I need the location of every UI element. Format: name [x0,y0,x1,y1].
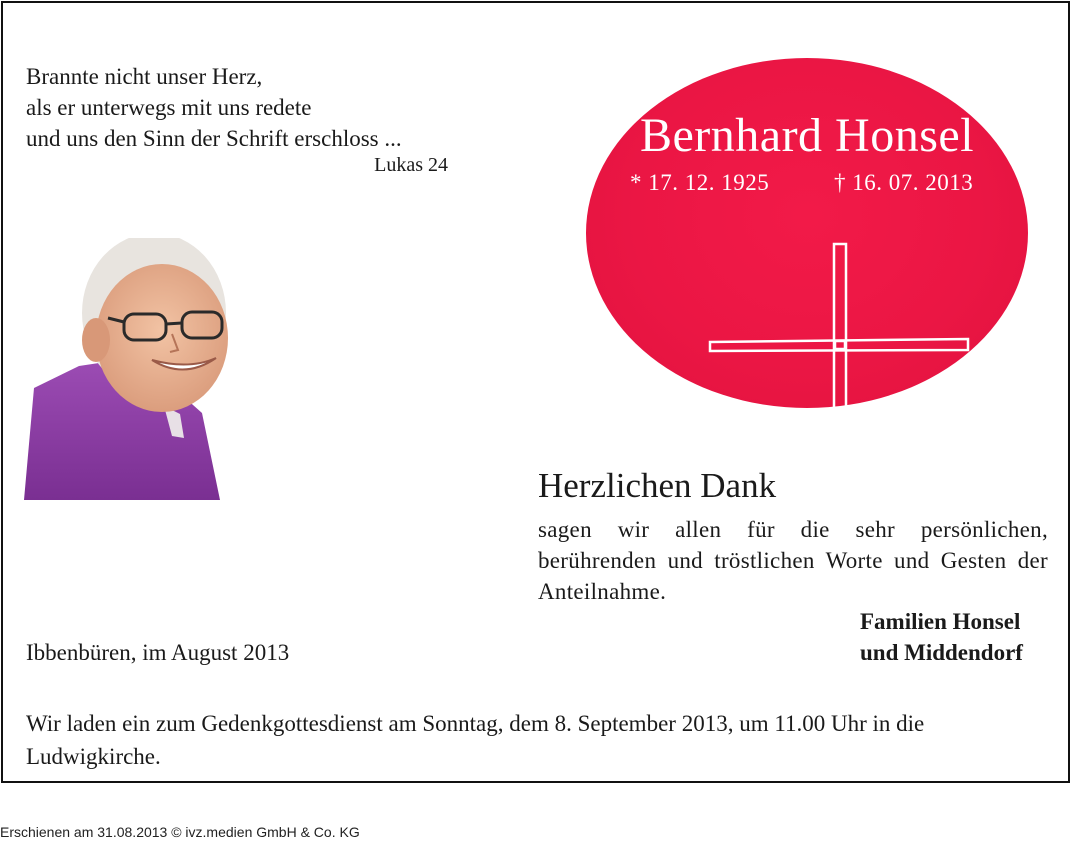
deceased-name: Bernhard Honsel [639,109,975,162]
publication-footer: Erschienen am 31.08.2013 © ivz.medien GmbH & Co. KG [0,824,360,840]
verse-line: als er unterwegs mit uns redete [26,95,312,120]
verse-line: und uns den Sinn der Schrift erschloss ... [26,126,402,151]
bible-verse [26,61,402,154]
death-date: † 16. 07. 2013 [834,170,974,195]
portrait-photo [24,238,240,500]
thanks-heading: Herzlichen Dank [538,466,777,505]
verse-reference: Lukas 24 [374,154,448,176]
place-date: Ibbenbüren, im August 2013 [26,640,290,665]
signature-line: und Middendorf [860,640,1023,665]
signature [820,606,1046,668]
thanks-text: sagen wir allen für die sehr persönlichen, berührenden und tröstlichen Worte und Gesten der Anteilnahme. [538,517,1048,604]
memorial-invitation: Wir laden ein zum Gedenkgottesdienst am Sonntag, dem 8. September 2013, um 11.00 Uhr in die Ludwigkirche. [26,711,925,769]
verse-line: Brannte nicht unser Herz, [26,64,263,89]
signature-line: Familien Honsel [860,609,1021,634]
birth-date: * 17. 12. 1925 [630,170,770,195]
